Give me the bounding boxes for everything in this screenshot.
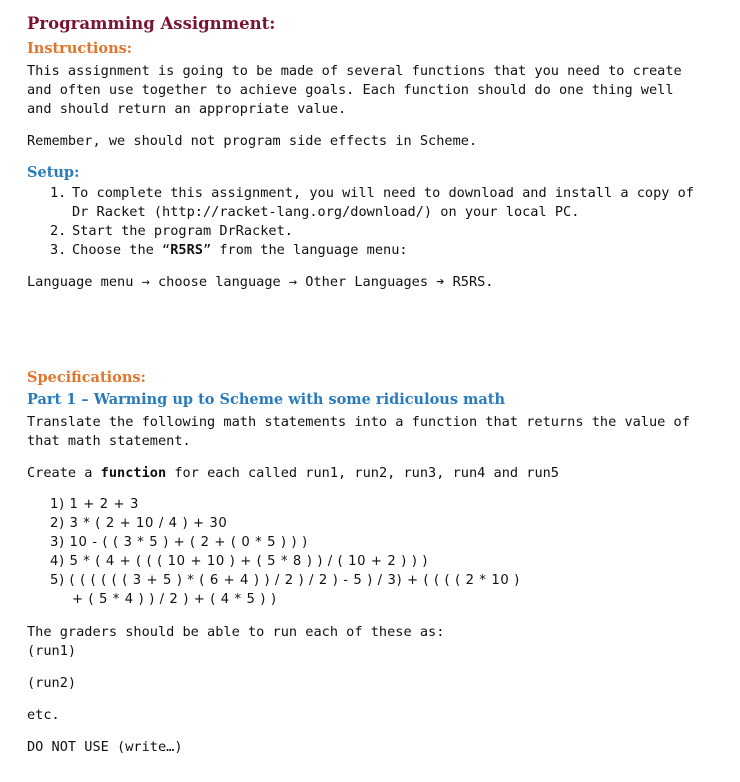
part1-heading: Part 1 – Warming up to Scheme with some ridiculous math — [27, 391, 506, 408]
setup-step-1: 1. To complete this assignment, you will need to download and install a copy of — [50, 185, 694, 201]
setup-steps — [50, 184, 694, 260]
math-statement-5: 5) ( ( ( ( ( ( 3 + 5 ) * ( 6 + 4 ) ) / 2 ) / 2 ) - 5 ) / 3) + ( ( ( ( 2 * 10 ) — [50, 573, 520, 588]
page-title: Programming Assignment: — [27, 14, 276, 33]
graders-note: The graders should be able to run each of these as: — [27, 624, 445, 640]
math-statement-1: 1) 1 + 2 + 3 — [50, 497, 139, 512]
instructions-heading: Instructions: — [27, 40, 133, 57]
setup-step-3: 3. Choose the “R5RS” from the language menu: — [50, 242, 408, 258]
create-functions-text: Create a function for each called run1, run2, run3, run4 and run5 — [27, 465, 559, 481]
setup-heading: Setup: — [27, 164, 80, 181]
specifications-heading: Specifications: — [27, 369, 146, 386]
etc-text: etc. — [27, 707, 60, 723]
setup-step-1-cont: Dr Racket (http://racket-lang.org/download/) on your local PC. — [72, 204, 580, 220]
math-statement-3: 3) 10 - ( ( 3 * 5 ) + ( 2 + ( 0 * 5 ) ) ) — [50, 535, 308, 550]
remember-note: Remember, we should not program side effects in Scheme. — [27, 133, 478, 149]
math-statements — [50, 495, 520, 609]
math-statement-4: 4) 5 * ( 4 + ( ( ( 10 + 10 ) + ( 5 * 8 ) ) / ( 10 + 2 ) ) ) — [50, 554, 428, 569]
math-statement-5-cont: + ( 5 * 4 ) ) / 2 ) + ( 4 * 5 ) ) — [72, 592, 277, 607]
run1-example: (run1) — [27, 643, 77, 659]
run2-example: (run2) — [27, 675, 77, 691]
translate-line-1: Translate the following math statements into a function that returns the value of — [27, 414, 690, 430]
language-menu-path: Language menu → choose language → Other Languages ➔ R5RS. — [27, 274, 494, 290]
do-not-use-warning: DO NOT USE (write…) — [27, 739, 183, 755]
setup-step-2: 2. Start the program DrRacket. — [50, 223, 293, 239]
translate-line-2: that math statement. — [27, 433, 191, 449]
instructions-line-3: and should return an appropriate value. — [27, 101, 347, 117]
instructions-line-1: This assignment is going to be made of several functions that you need to create — [27, 63, 682, 79]
math-statement-2: 2) 3 * ( 2 + 10 / 4 ) + 30 — [50, 516, 228, 531]
instructions-line-2: and often use together to achieve goals. Each function should do one thing well — [27, 82, 674, 98]
